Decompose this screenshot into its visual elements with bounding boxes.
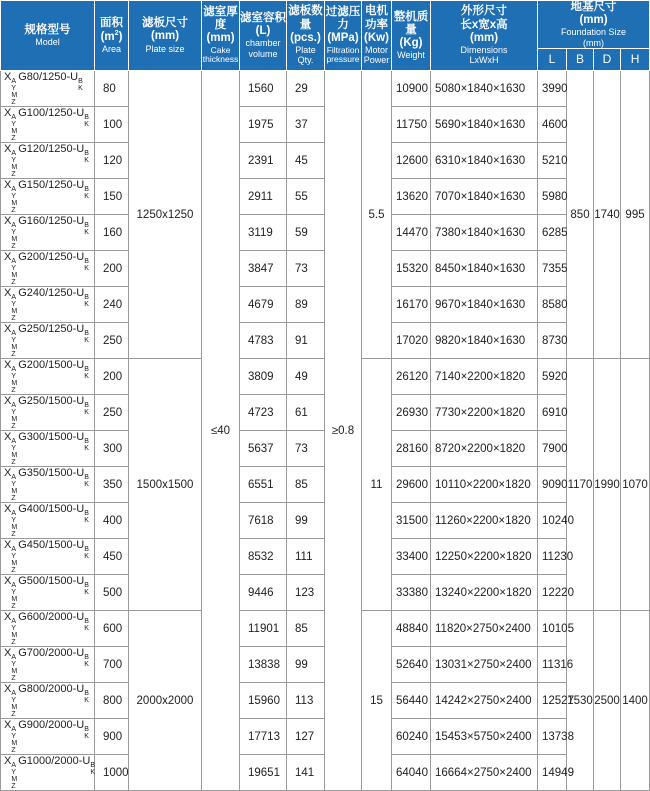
area-cell: 350	[95, 467, 129, 503]
foundation-h-cell: 995	[621, 71, 650, 359]
header-foundation-b: B	[567, 49, 594, 71]
weight-cell: 31500	[392, 503, 431, 539]
dimensions-cell: 12250×2200×1820	[431, 539, 538, 575]
header-foundation-l: L	[538, 49, 567, 71]
model-cell: X A Y M Z G900/2000-U B K	[1, 719, 95, 755]
motor-power-cell: 5.5	[362, 71, 392, 359]
area-cell: 240	[95, 287, 129, 323]
header-dimensions: 外形尺寸 长x宽x高 (mm) Dimensions LxWxH	[431, 1, 538, 71]
foundation-l-cell: 11316	[538, 647, 567, 683]
chamber-volume-cell: 19651	[240, 755, 287, 791]
plate-qty-cell: 29	[287, 71, 325, 107]
chamber-volume-cell: 1975	[240, 107, 287, 143]
area-cell: 80	[95, 71, 129, 107]
dimensions-cell: 7380×1840×1630	[431, 215, 538, 251]
chamber-volume-cell: 7618	[240, 503, 287, 539]
model-cell: X A Y M Z G300/1500-U B K	[1, 431, 95, 467]
model-cell: X A Y M Z G200/1250-U B K	[1, 251, 95, 287]
plate-qty-cell: 85	[287, 467, 325, 503]
chamber-volume-cell: 4679	[240, 287, 287, 323]
foundation-l-cell: 10240	[538, 503, 567, 539]
weight-cell: 26120	[392, 359, 431, 395]
weight-cell: 16170	[392, 287, 431, 323]
foundation-l-cell: 5920	[538, 359, 567, 395]
dimensions-cell: 5080×1840×1630	[431, 71, 538, 107]
weight-cell: 26930	[392, 395, 431, 431]
header-foundation-d: D	[594, 49, 621, 71]
foundation-l-cell: 8580	[538, 287, 567, 323]
dimensions-cell: 8450×1840×1630	[431, 251, 538, 287]
foundation-b-cell: 850	[567, 71, 594, 359]
model-cell: X A Y M Z G400/1500-U B K	[1, 503, 95, 539]
weight-cell: 14470	[392, 215, 431, 251]
chamber-volume-cell: 8532	[240, 539, 287, 575]
filtration-pressure-cell: ≥0.8	[325, 71, 362, 791]
plate-qty-cell: 89	[287, 287, 325, 323]
chamber-volume-cell: 4783	[240, 323, 287, 359]
model-cell: X A Y M Z G200/1500-U B K	[1, 359, 95, 395]
header-chamber-volume: 滤室容积 (L) chamber volume	[240, 1, 287, 71]
foundation-b-cell: 1170	[567, 359, 594, 611]
weight-cell: 15320	[392, 251, 431, 287]
header-model: 规格型号 Model	[1, 1, 95, 71]
weight-cell: 13620	[392, 179, 431, 215]
table-row	[1, 71, 650, 107]
model-cell: X A Y M Z G600/2000-U B K	[1, 611, 95, 647]
chamber-volume-cell: 2911	[240, 179, 287, 215]
chamber-volume-cell: 3119	[240, 215, 287, 251]
header-plate-qty: 滤板数量 (pcs.) Plate Qty.	[287, 1, 325, 71]
plate-qty-cell: 73	[287, 431, 325, 467]
model-cell: X A Y M Z G120/1250-U B K	[1, 143, 95, 179]
plate-qty-cell: 85	[287, 611, 325, 647]
plate-qty-cell: 127	[287, 719, 325, 755]
header-foundation-h: H	[621, 49, 650, 71]
foundation-l-cell: 9090	[538, 467, 567, 503]
weight-cell: 12600	[392, 143, 431, 179]
dimensions-cell: 11260×2200×1820	[431, 503, 538, 539]
plate-qty-cell: 99	[287, 647, 325, 683]
foundation-l-cell: 14949	[538, 755, 567, 791]
model-cell: X A Y M Z G500/1500-U B K	[1, 575, 95, 611]
foundation-l-cell: 6285	[538, 215, 567, 251]
area-cell: 800	[95, 683, 129, 719]
area-cell: 400	[95, 503, 129, 539]
model-cell: X A Y M Z G800/2000-U B K	[1, 683, 95, 719]
dimensions-cell: 7140×2200×1820	[431, 359, 538, 395]
dimensions-cell: 16664×2750×2400	[431, 755, 538, 791]
chamber-volume-cell: 15960	[240, 683, 287, 719]
foundation-l-cell: 12527	[538, 683, 567, 719]
foundation-h-cell: 1070	[621, 359, 650, 611]
foundation-l-cell: 3990	[538, 71, 567, 107]
chamber-volume-cell: 13838	[240, 647, 287, 683]
weight-cell: 33400	[392, 539, 431, 575]
foundation-l-cell: 7900	[538, 431, 567, 467]
header-plate-size: 滤板尺寸 (mm) Plate size	[129, 1, 202, 71]
chamber-volume-cell: 5637	[240, 431, 287, 467]
cake-thickness-cell: ≤40	[202, 71, 240, 791]
model-cell: X A Y M Z G250/1500-U B K	[1, 395, 95, 431]
foundation-h-cell: 1400	[621, 611, 650, 791]
weight-cell: 29600	[392, 467, 431, 503]
header-filtration-pressure: 过滤压力 (MPa) Filtration pressure	[325, 1, 362, 71]
motor-power-cell: 15	[362, 611, 392, 791]
area-cell: 900	[95, 719, 129, 755]
model-cell: X A Y M Z G350/1500-U B K	[1, 467, 95, 503]
area-cell: 150	[95, 179, 129, 215]
model-cell: X A Y M Z G80/1250-U B K	[1, 71, 95, 107]
foundation-l-cell: 12220	[538, 575, 567, 611]
dimensions-cell: 6310×1840×1630	[431, 143, 538, 179]
dimensions-cell: 9820×1840×1630	[431, 323, 538, 359]
plate-size-cell: 1500x1500	[129, 359, 202, 611]
area-cell: 250	[95, 323, 129, 359]
area-cell: 600	[95, 611, 129, 647]
plate-qty-cell: 99	[287, 503, 325, 539]
header-foundation-size: 地基尺寸 (mm) Foundation Size (mm)	[538, 1, 650, 49]
weight-cell: 48840	[392, 611, 431, 647]
chamber-volume-cell: 17713	[240, 719, 287, 755]
area-cell: 120	[95, 143, 129, 179]
weight-cell: 60240	[392, 719, 431, 755]
weight-cell: 10900	[392, 71, 431, 107]
plate-qty-cell: 141	[287, 755, 325, 791]
foundation-b-cell: 1530	[567, 611, 594, 791]
dimensions-cell: 8720×2200×1820	[431, 431, 538, 467]
foundation-l-cell: 11230	[538, 539, 567, 575]
chamber-volume-cell: 2391	[240, 143, 287, 179]
model-cell: X A Y M Z G700/2000-U B K	[1, 647, 95, 683]
model-cell: X A Y M Z G160/1250-U B K	[1, 215, 95, 251]
plate-qty-cell: 113	[287, 683, 325, 719]
dimensions-cell: 9670×1840×1630	[431, 287, 538, 323]
chamber-volume-cell: 9446	[240, 575, 287, 611]
area-cell: 700	[95, 647, 129, 683]
plate-qty-cell: 37	[287, 107, 325, 143]
dimensions-cell: 13031×2750×2400	[431, 647, 538, 683]
weight-cell: 64040	[392, 755, 431, 791]
header-motor-power: 电机功率 (Kw) Motor Power	[362, 1, 392, 71]
foundation-l-cell: 6910	[538, 395, 567, 431]
plate-qty-cell: 61	[287, 395, 325, 431]
area-cell: 200	[95, 251, 129, 287]
chamber-volume-cell: 6551	[240, 467, 287, 503]
dimensions-cell: 10110×2200×1820	[431, 467, 538, 503]
area-cell: 450	[95, 539, 129, 575]
plate-qty-cell: 45	[287, 143, 325, 179]
dimensions-cell: 11820×2750×2400	[431, 611, 538, 647]
chamber-volume-cell: 3809	[240, 359, 287, 395]
area-cell: 1000	[95, 755, 129, 791]
area-cell: 500	[95, 575, 129, 611]
area-cell: 160	[95, 215, 129, 251]
foundation-d-cell: 1740	[594, 71, 621, 359]
area-cell: 250	[95, 395, 129, 431]
plate-qty-cell: 111	[287, 539, 325, 575]
model-cell: X A Y M Z G1000/2000-U B K	[1, 755, 95, 791]
table-body	[1, 71, 650, 791]
plate-size-cell: 1250x1250	[129, 71, 202, 359]
plate-qty-cell: 59	[287, 215, 325, 251]
model-cell: X A Y M Z G150/1250-U B K	[1, 179, 95, 215]
model-cell: X A Y M Z G450/1500-U B K	[1, 539, 95, 575]
plate-qty-cell: 55	[287, 179, 325, 215]
header-cake-thickness: 滤室厚度 (mm) Cake thickness	[202, 1, 240, 71]
dimensions-cell: 5690×1840×1630	[431, 107, 538, 143]
chamber-volume-cell: 11901	[240, 611, 287, 647]
foundation-l-cell: 4600	[538, 107, 567, 143]
dimensions-cell: 13240×2200×1820	[431, 575, 538, 611]
header-area: 面积 $(m^2)$ Area	[95, 1, 129, 71]
header-weight: 整机质量 (Kg) Weight	[392, 1, 431, 71]
model-cell: X A Y M Z G100/1250-U B K	[1, 107, 95, 143]
weight-cell: 52640	[392, 647, 431, 683]
weight-cell: 33380	[392, 575, 431, 611]
foundation-l-cell: 7355	[538, 251, 567, 287]
plate-qty-cell: 91	[287, 323, 325, 359]
model-cell: X A Y M Z G250/1250-U B K	[1, 323, 95, 359]
foundation-l-cell: 5980	[538, 179, 567, 215]
dimensions-cell: 15453×5750×2400	[431, 719, 538, 755]
area-cell: 200	[95, 359, 129, 395]
plate-size-cell: 2000x2000	[129, 611, 202, 791]
foundation-l-cell: 5210	[538, 143, 567, 179]
motor-power-cell: 11	[362, 359, 392, 611]
model-cell: X A Y M Z G240/1250-U B K	[1, 287, 95, 323]
weight-cell: 11750	[392, 107, 431, 143]
foundation-l-cell: 13738	[538, 719, 567, 755]
chamber-volume-cell: 1560	[240, 71, 287, 107]
foundation-l-cell: 10105	[538, 611, 567, 647]
foundation-l-cell: 8730	[538, 323, 567, 359]
plate-qty-cell: 49	[287, 359, 325, 395]
foundation-d-cell: 1990	[594, 359, 621, 611]
plate-qty-cell: 123	[287, 575, 325, 611]
chamber-volume-cell: 3847	[240, 251, 287, 287]
dimensions-cell: 7070×1840×1630	[431, 179, 538, 215]
area-cell: 100	[95, 107, 129, 143]
weight-cell: 17020	[392, 323, 431, 359]
foundation-d-cell: 2500	[594, 611, 621, 791]
dimensions-cell: 7730×2200×1820	[431, 395, 538, 431]
dimensions-cell: 14242×2750×2400	[431, 683, 538, 719]
weight-cell: 28160	[392, 431, 431, 467]
weight-cell: 56440	[392, 683, 431, 719]
plate-qty-cell: 73	[287, 251, 325, 287]
chamber-volume-cell: 4723	[240, 395, 287, 431]
area-cell: 300	[95, 431, 129, 467]
